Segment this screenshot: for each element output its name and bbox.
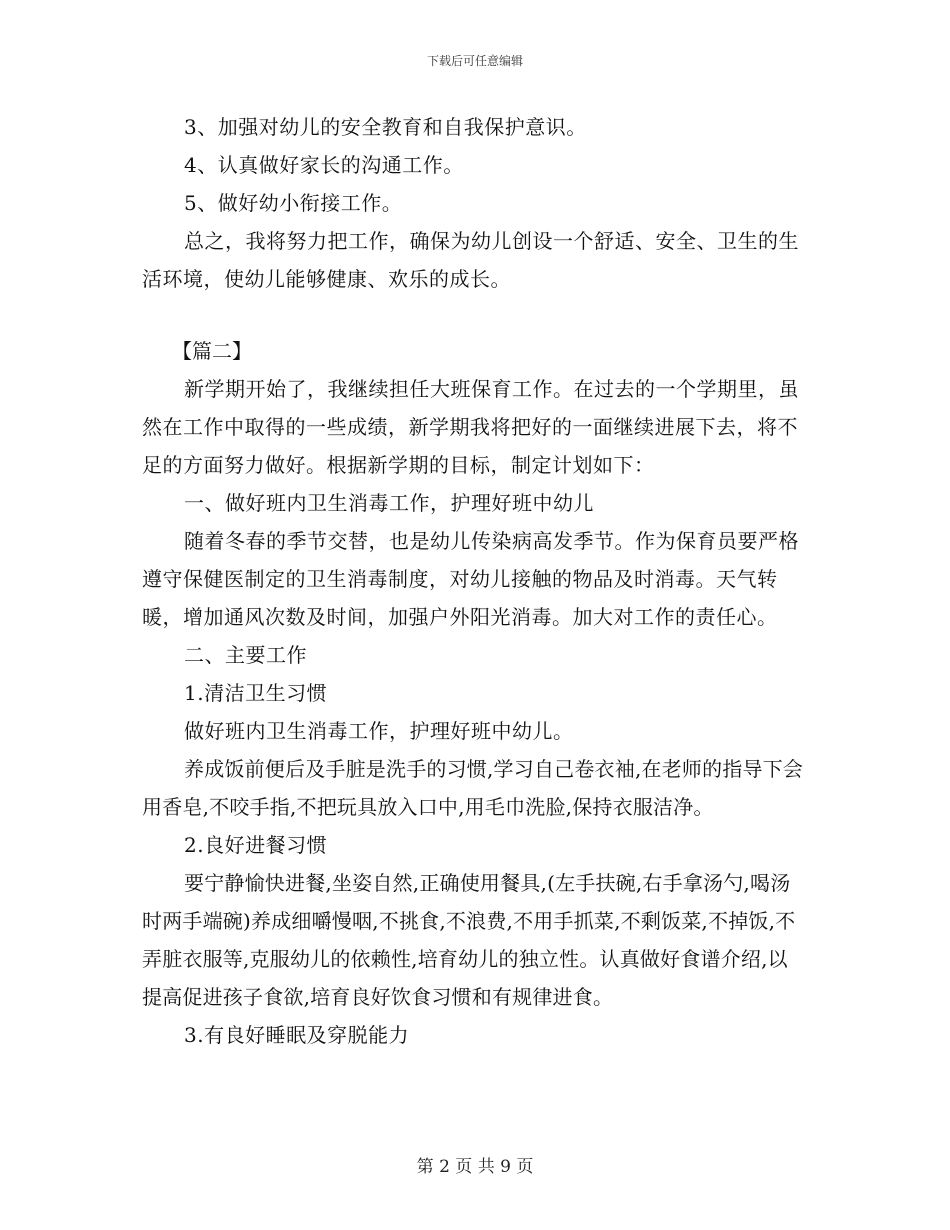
paragraph-item-5: 5、做好幼小衔接工作。 [184, 191, 403, 215]
heading-hygiene-work: 一、做好班内卫生消毒工作，护理好班中幼儿 [184, 491, 594, 515]
paragraph-summary: 总之，我将努力把工作，确保为幼儿创设一个舒适、安全、卫生的生活环境，使幼儿能够健康、欢乐的成长。 [142, 229, 799, 291]
section-title: 【篇二】 [172, 339, 252, 363]
page-footer: 第 2 页 共 9 页 [416, 1157, 534, 1177]
subheading-eating: 2.良好进餐习惯 [184, 833, 328, 857]
paragraph-disinfection: 做好班内卫生消毒工作，护理好班中幼儿。 [184, 719, 574, 743]
paragraph-item-4: 4、认真做好家长的沟通工作。 [184, 153, 464, 177]
paragraph-item-3: 3、加强对幼儿的安全教育和自我保护意识。 [184, 115, 587, 139]
paragraph-handwashing: 养成饭前便后及手脏是洗手的习惯,学习自己卷衣袖,在老师的指导下会用香皂,不咬手指,不把玩具放入口中,用毛巾洗脸,保持衣服洁净。 [142, 757, 804, 819]
section-gap [142, 298, 808, 332]
paragraph-eating: 要宁静愉快进餐,坐姿自然,正确使用餐具,(左手扶碗,右手拿汤勺,喝汤时两手端碗)养成细嚼慢咽,不挑食,不浪费,不用手抓菜,不剩饭菜,不掉饭,不弄脏衣服等,克服幼儿的依赖性,培育幼儿的独立性。认真做好食谱介绍,以提高促进孩子食欲,培育良好饮食习惯和有规律进食。 [142, 871, 796, 1009]
document-body [142, 108, 808, 1054]
subheading-sleep: 3.有良好睡眠及穿脱能力 [184, 1023, 410, 1047]
subheading-cleanliness: 1.清洁卫生习惯 [184, 681, 328, 705]
heading-main-work: 二、主要工作 [184, 643, 307, 667]
paragraph-season: 随着冬春的季节交替，也是幼儿传染病高发季节。作为保育员要严格遵守保健医制定的卫生消毒制度，对幼儿接触的物品及时消毒。天气转暖，增加通风次数及时间，加强户外阳光消毒。加大对工作的责任心。 [142, 529, 799, 629]
page-header: 下载后可任意编辑 [426, 54, 523, 68]
paragraph-intro: 新学期开始了，我继续担任大班保育工作。在过去的一个学期里，虽然在工作中取得的一些成绩，新学期我将把好的一面继续进展下去，将不足的方面努力做好。根据新学期的目标，制定计划如下： [142, 377, 799, 477]
